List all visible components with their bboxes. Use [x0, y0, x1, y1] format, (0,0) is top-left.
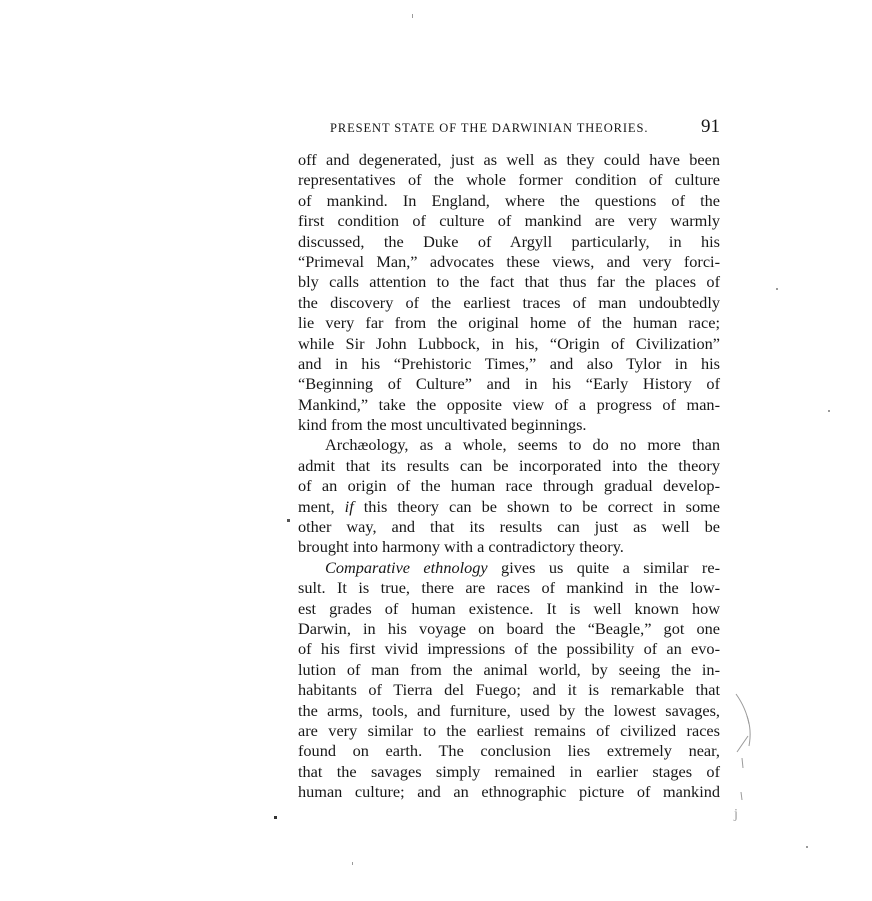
text-line: Darwin, in his voyage on board the “Beagle,” got one: [298, 618, 720, 638]
text-run: ment,: [298, 496, 345, 516]
text-line: brought into harmony with a contradictory theory.: [298, 537, 624, 557]
text-line: are very similar to the earliest remains of civilized races: [298, 720, 720, 740]
scan-mark: [828, 410, 830, 412]
pencil-stroke: [737, 736, 748, 752]
text-line-with-italic: [298, 558, 720, 578]
text-line: that the savages simply remained in earlier stages of: [298, 761, 720, 781]
text-run: gives us quite a similar re-: [487, 557, 720, 577]
scan-mark: [287, 519, 290, 522]
scan-mark: [352, 862, 353, 865]
text-line: “Beginning of Culture” and in his “Early History of: [298, 374, 720, 394]
scan-mark: [776, 288, 778, 290]
text-line: while Sir John Lubbock, in his, “Origin of Civilization”: [298, 333, 720, 353]
text-line: lution of man from the animal world, by seeing the in-: [298, 659, 720, 679]
running-title: PRESENT STATE OF THE DARWINIAN THEORIES.: [330, 121, 649, 135]
text-line: the arms, tools, and furniture, used by the lowest savages,: [298, 700, 720, 720]
text-line: the discovery of the earliest traces of man undoubtedly: [298, 292, 720, 312]
page-number: 91: [701, 116, 720, 137]
running-head: [330, 116, 720, 140]
text-line: human culture; and an ethnographic picture of mankind: [298, 782, 720, 802]
text-line: found on earth. The conclusion lies extremely near,: [298, 741, 720, 761]
text-line: kind from the most uncultivated beginnings.: [298, 415, 587, 435]
scan-mark: [274, 816, 277, 819]
text-line-with-italic: [298, 497, 720, 517]
text-line: “Primeval Man,” advocates these views, and very forci-: [298, 251, 720, 271]
text-line: discussed, the Duke of Argyll particularly, in his: [298, 231, 720, 251]
text-line: est grades of human existence. It is well known how: [298, 598, 720, 618]
text-line: of mankind. In England, where the questions of the: [298, 190, 720, 210]
pencil-stroke: [742, 758, 743, 768]
text-line: bly calls attention to the fact that thus far the places of: [298, 272, 720, 292]
pencil-stroke: [741, 792, 742, 800]
text-line: and in his “Prehistoric Times,” and also Tylor in his: [298, 353, 720, 373]
text-line: sult. It is true, there are races of mankind in the low-: [298, 578, 720, 598]
text-run: this theory can be shown to be correct in some: [353, 496, 720, 516]
text-line: Mankind,” take the opposite view of a progress of man-: [298, 394, 720, 414]
scan-mark: [412, 14, 413, 18]
pencil-stroke: [736, 694, 749, 724]
text-line: of an origin of the human race through gradual develop-: [298, 476, 720, 496]
text-line: Archæology, as a whole, seems to do no more than: [325, 435, 720, 455]
italic-phrase: Comparative ethnology: [325, 557, 488, 577]
text-line: habitants of Tierra del Fuego; and it is remarkable that: [298, 680, 720, 700]
italic-word: if: [344, 496, 354, 516]
body-text: [298, 150, 720, 803]
text-line: lie very far from the original home of the human race;: [298, 313, 720, 333]
scan-mark: [806, 846, 808, 848]
text-line: of his first vivid impressions of the possibility of an evo-: [298, 639, 720, 659]
text-line: off and degenerated, just as well as they could have been: [298, 150, 720, 169]
pencil-stroke: [747, 716, 750, 746]
margin-glyph: j: [734, 807, 738, 822]
text-line: first condition of culture of mankind are very warmly: [298, 211, 720, 231]
text-line: representatives of the whole former condition of culture: [298, 170, 720, 190]
text-line: admit that its results can be incorporated into the theory: [298, 455, 720, 475]
text-line: other way, and that its results can just as well be: [298, 517, 720, 537]
